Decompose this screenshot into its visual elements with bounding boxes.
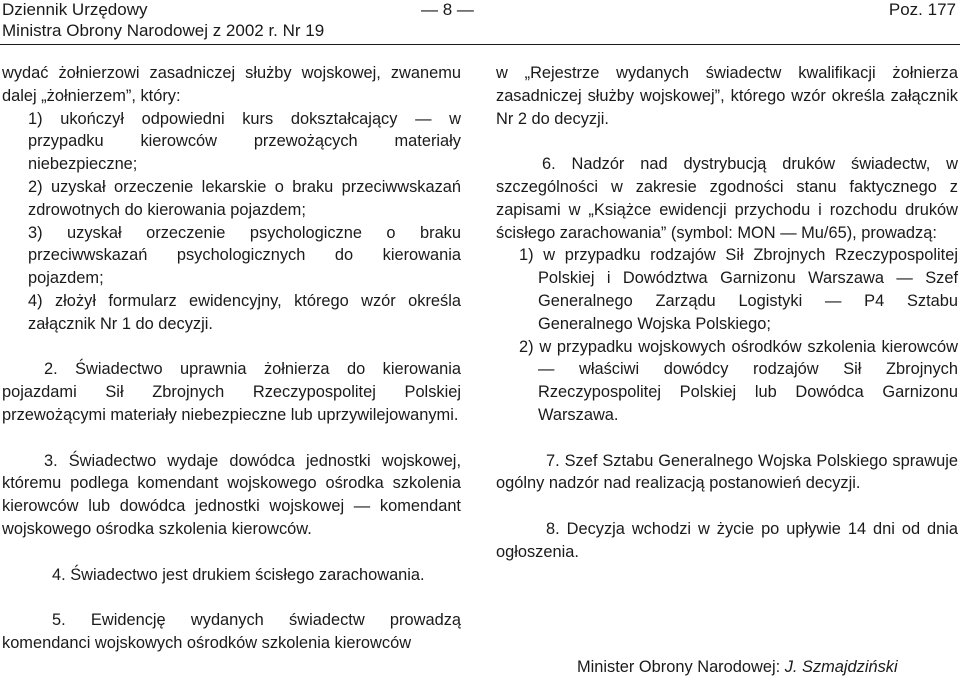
signature-name: J. Szmajdziński — [784, 658, 898, 676]
left-column — [2, 62, 461, 655]
intro-paragraph: wydać żołnierzowi zasadniczej służby wojskowej, zwanemu dalej „żołnierzem”, który: — [2, 64, 461, 105]
paragraph-6 — [496, 153, 958, 244]
header-divider — [0, 44, 960, 45]
journal-title: Dziennik Urzędowy — [2, 0, 148, 19]
position-number: Poz. 177 — [888, 0, 956, 19]
paragraph-3 — [2, 450, 461, 541]
paragraph-2-text: 2. Świadectwo uprawnia żołnierza do kierowania pojazdami Sił Zbrojnych Rzeczypospolitej Polskiej przewożącymi materiały niebezpieczne lub uprzywilejowanymi. — [2, 360, 461, 424]
paragraph-7-text: 7. Szef Sztabu Generalnego Wojska Polskiego sprawuje ogólny nadzór nad realizacją postanowień decyzji. — [496, 451, 958, 493]
paragraph-6-text: 6. Nadzór nad dystrybucją druków świadectw, w szczególności w zakresie zgodności stanu faktycznego z zapisami w „Książce ewidencji przychodu i rozchodu druków ścisłego zarachowania” (symbol: MON — Mu/65), prowadzą: — [496, 155, 958, 242]
right-column — [496, 62, 958, 564]
ministry-issue: Ministra Obrony Narodowej z 2002 r. Nr 19 — [2, 21, 325, 40]
paragraph-5-text: 5. Ewidencję wydanych świadectw prowadzą komendanci wojskowych ośrodków szkolenia kierowców — [2, 611, 461, 652]
paragraph-8 — [496, 518, 958, 564]
paragraph-4 — [2, 564, 461, 587]
continuation-paragraph: w „Rejestrze wydanych świadectw kwalifikacji żołnierza zasadniczej służby wojskowej”, którego wzór określa załącznik Nr 2 do decyzji. — [496, 64, 958, 128]
page-number: — 8 — — [421, 0, 474, 19]
paragraph-2 — [2, 358, 461, 426]
list-item: 3) uzyskał orzeczenie psychologiczne o braku przeciwwskazań psychologicznych do kierowania pojazdem; — [28, 223, 461, 288]
paragraph-7 — [496, 450, 958, 496]
list-item: 2) w przypadku wojskowych ośrodków szkolenia kierowców — właściwi dowódcy rodzajów Sił Zbrojnych Rzeczypospolitej Polskiej lub Dowódca Garnizonu Warszawa. — [519, 337, 958, 424]
paragraph-3-text: 3. Świadectwo wydaje dowódca jednostki wojskowej, któremu podlega komendant wojskowego ośrodka szkolenia kierowców lub dowódca jednostki wojskowej — komendant wojskowego ośrodka szkolenia kierowców. — [2, 451, 461, 538]
paragraph-5 — [2, 609, 461, 655]
list-item: 1) w przypadku rodzajów Sił Zbrojnych Rzeczypospolitej Polskiej i Dowództwa Garnizonu Warszawa — Szef Generalnego Zarządu Logistyki — P4 Sztabu Generalnego Wojska Polskiego; — [519, 246, 958, 333]
signature-title: Minister Obrony Narodowej: — [577, 658, 785, 676]
paragraph-8-text: 8. Decyzja wchodzi w życie po upływie 14 dni od dnia ogłoszenia. — [496, 519, 958, 561]
signature — [577, 656, 898, 679]
paragraph-4-text: 4. Świadectwo jest drukiem ścisłego zarachowania. — [52, 565, 425, 584]
list-item: 4) złożył formularz ewidencyjny, którego wzór określa załącznik Nr 1 do decyzji. — [28, 291, 461, 333]
list-item: 1) ukończył odpowiedni kurs dokształcający — w przypadku kierowców przewożących materiały niebezpieczne; — [28, 109, 461, 174]
page-header — [0, 0, 960, 42]
list-item: 2) uzyskał orzeczenie lekarskie o braku przeciwwskazań zdrowotnych do kierowania pojazdem; — [28, 177, 461, 219]
